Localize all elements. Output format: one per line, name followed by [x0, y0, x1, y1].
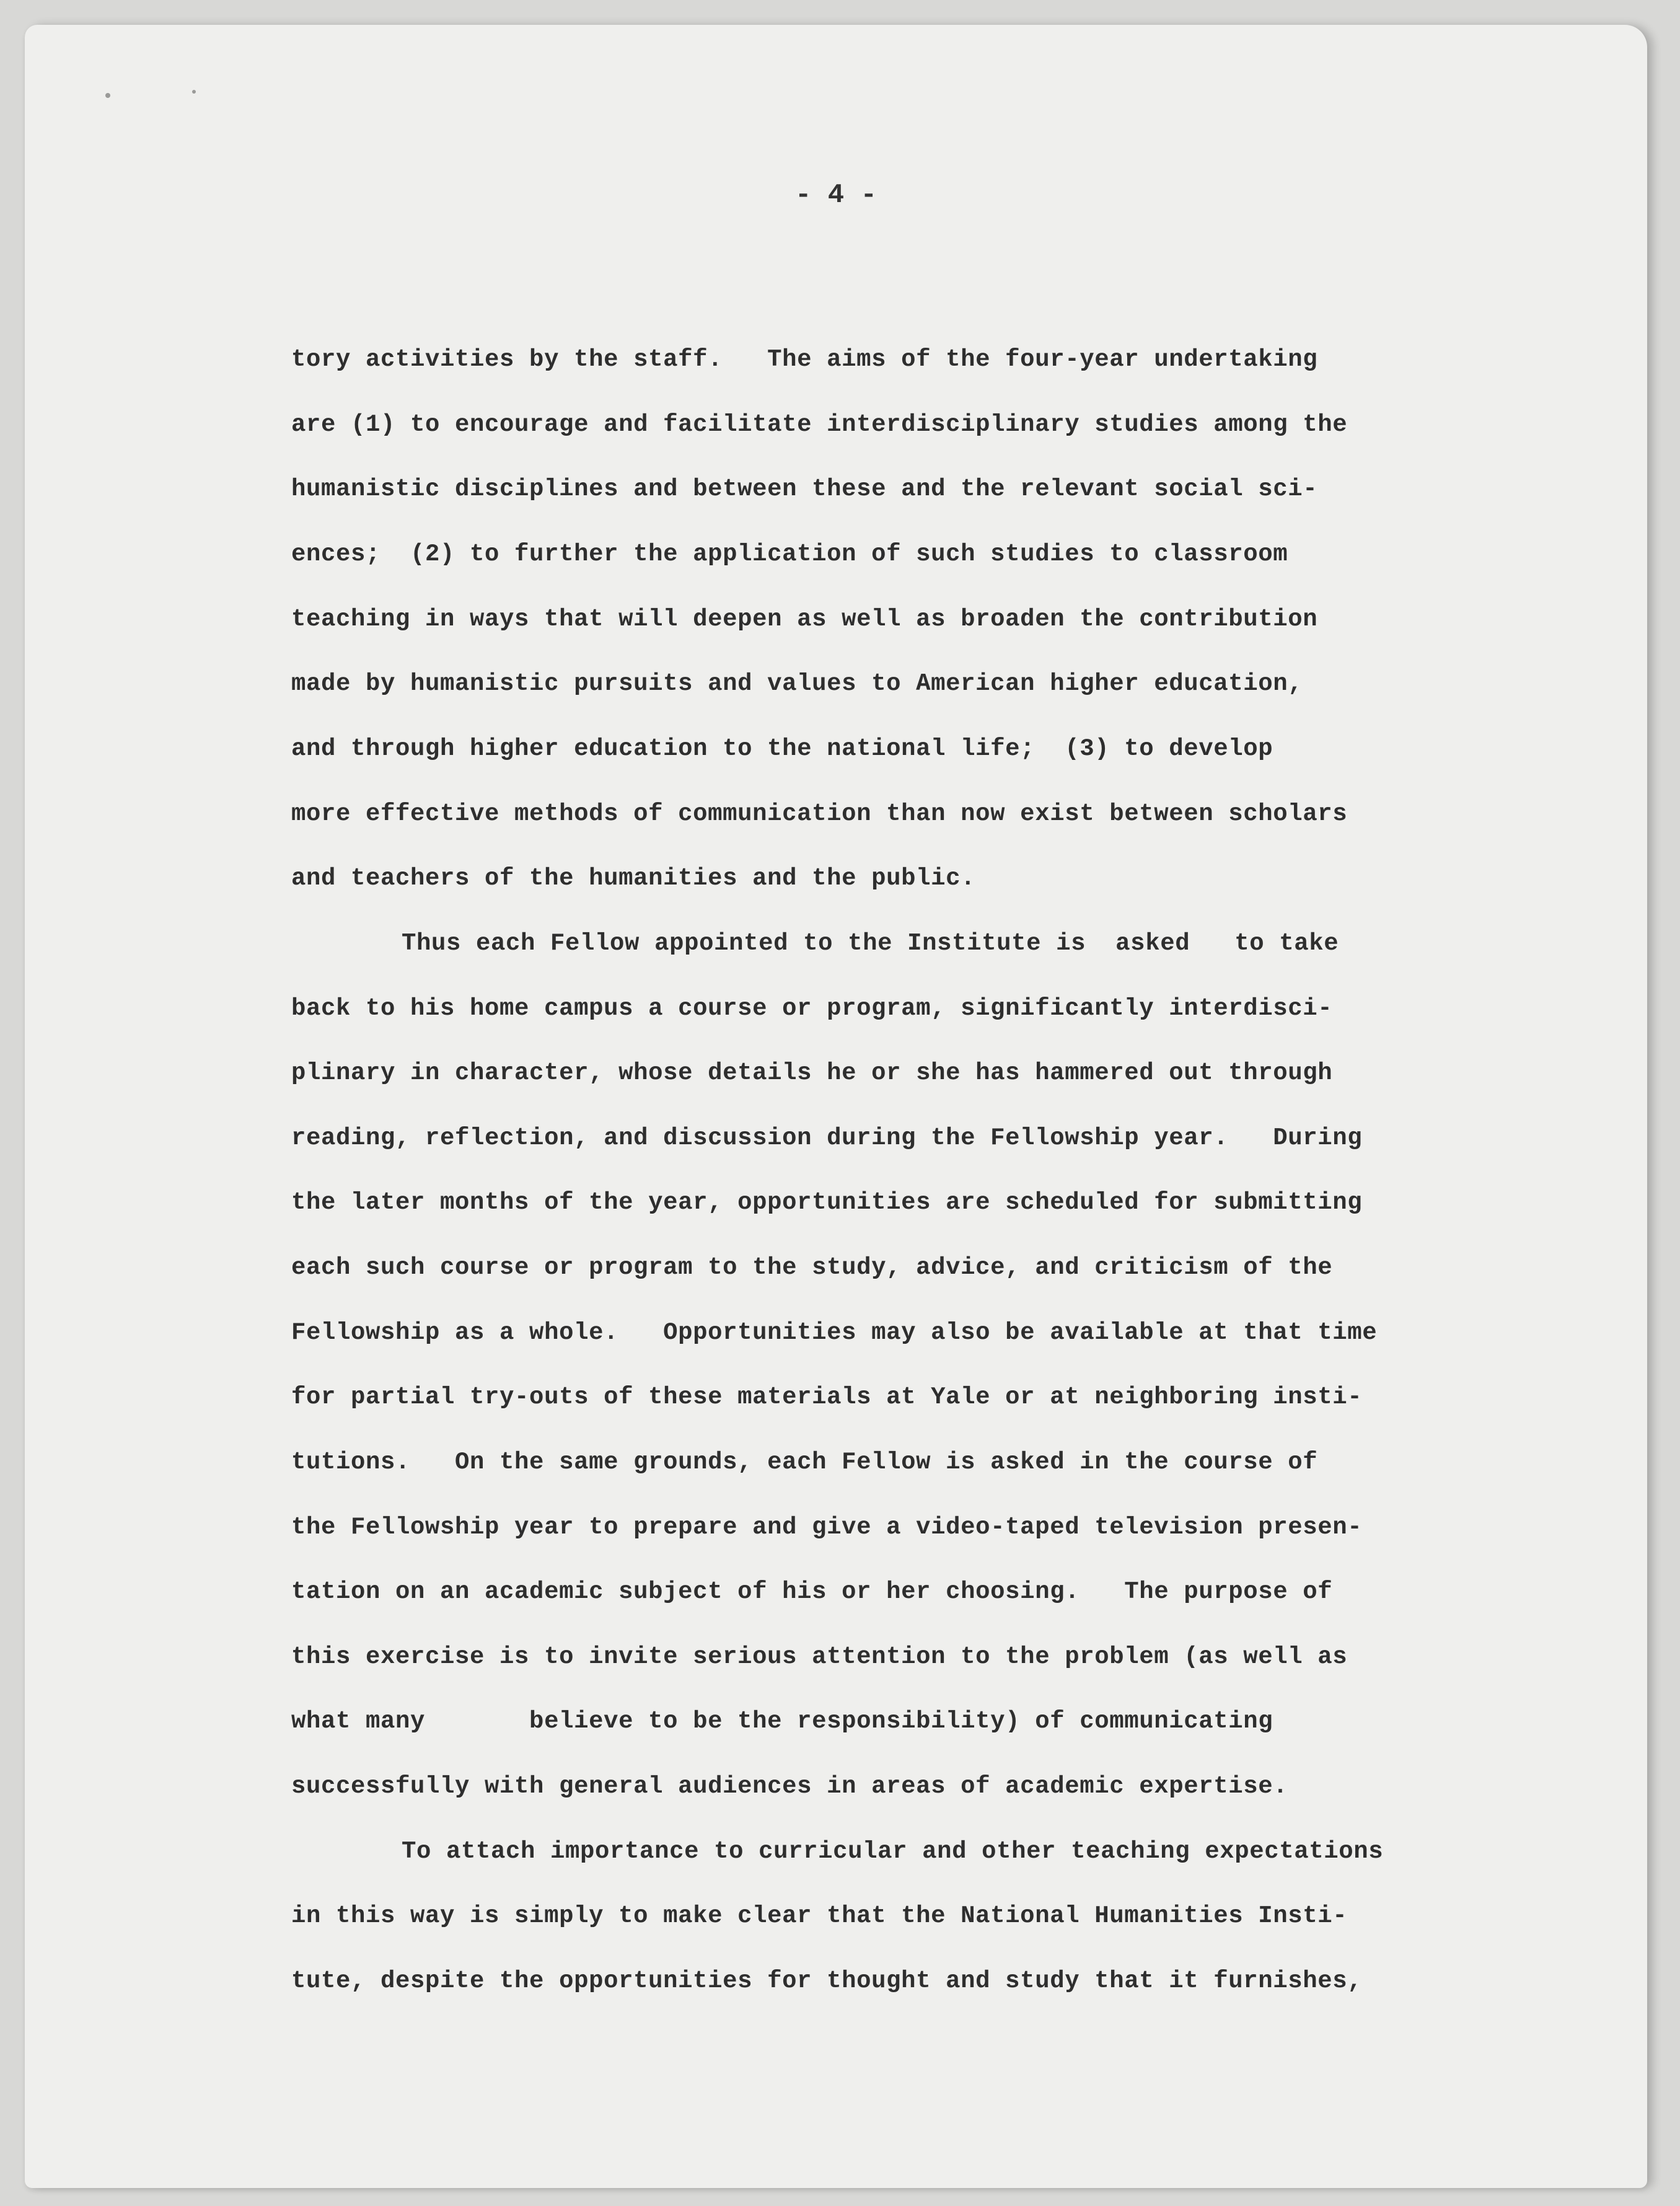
text-line: tation on an academic subject of his or her choosing. The purpose of: [291, 1578, 1333, 1605]
text-line: more effective methods of communication than now exist between scholars: [291, 800, 1348, 827]
text-line: teaching in ways that will deepen as well as broaden the contribution: [291, 606, 1318, 633]
text-line: Thus each Fellow appointed to the Institute is asked to take: [402, 930, 1339, 957]
text-line: each such course or program to the study, advice, and criticism of the: [291, 1254, 1333, 1281]
text-line: back to his home campus a course or program, significantly interdisci-: [291, 995, 1333, 1022]
text-line: what many believe to be the responsibility) of communicating: [291, 1708, 1273, 1735]
text-line: and teachers of the humanities and the public.: [291, 865, 976, 892]
text-line: the Fellowship year to prepare and give a video-taped television presen-: [291, 1514, 1363, 1541]
page-number: - 4 -: [794, 180, 877, 211]
text-line: for partial try-outs of these materials at Yale or at neighboring insti-: [291, 1383, 1363, 1411]
text-line: are (1) to encourage and facilitate interdisciplinary studies among the: [291, 411, 1348, 438]
text-line: successfully with general audiences in areas of academic expertise.: [291, 1773, 1288, 1800]
text-line: the later months of the year, opportunities are scheduled for submitting: [291, 1189, 1363, 1216]
text-line: tutions. On the same grounds, each Fellow is asked in the course of: [291, 1449, 1318, 1476]
paper-speck: [192, 90, 196, 94]
text-line: in this way is simply to make clear that the National Humanities Insti-: [291, 1902, 1348, 1930]
text-line: Fellowship as a whole. Opportunities may also be available at that time: [291, 1319, 1378, 1346]
text-line: tory activities by the staff. The aims of the four-year undertaking: [291, 346, 1318, 373]
text-line: reading, reflection, and discussion during the Fellowship year. During: [291, 1124, 1363, 1152]
text-line: this exercise is to invite serious attention to the problem (as well as: [291, 1643, 1348, 1670]
text-line: ences; (2) to further the application of such studies to classroom: [291, 540, 1288, 568]
text-line: humanistic disciplines and between these and the relevant social sci-: [291, 475, 1318, 503]
text-line: tute, despite the opportunities for thought and study that it furnishes,: [291, 1967, 1363, 1995]
text-line: To attach importance to curricular and other teaching expectations: [402, 1838, 1384, 1865]
text-line: plinary in character, whose details he or she has hammered out through: [291, 1059, 1333, 1087]
document-page: [25, 25, 1647, 2188]
text-line: made by humanistic pursuits and values to American higher education,: [291, 670, 1303, 697]
text-line: and through higher education to the national life; (3) to develop: [291, 735, 1273, 762]
paper-speck: [105, 93, 110, 98]
